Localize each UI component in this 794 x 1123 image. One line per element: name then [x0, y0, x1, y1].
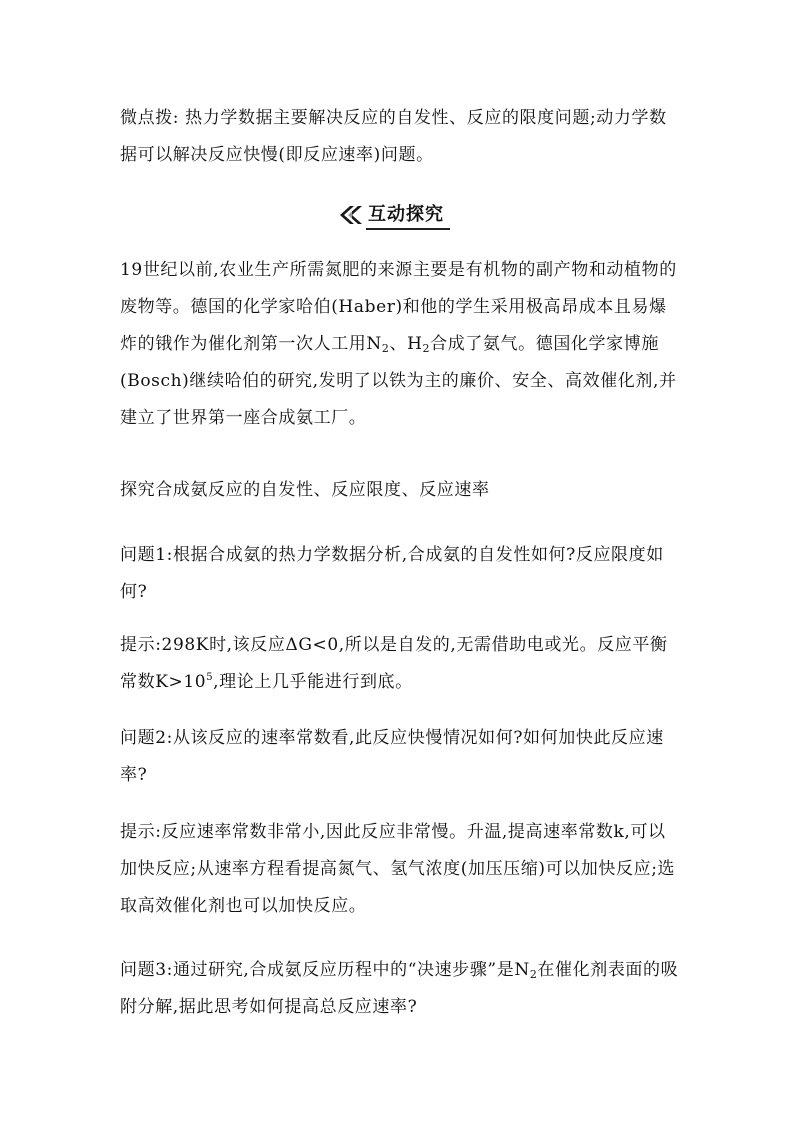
- question-3-text-2: 在催化剂表面的吸附分解,据此思考如何提高总反应速率?: [120, 960, 679, 1017]
- explore-title: 合成氨反应的自发性、反应限度、反应速率: [155, 480, 490, 500]
- answer-1: [120, 627, 680, 701]
- tip-text: 热力学数据主要解决反应的自发性、反应的限度问题;动力学数据可以解决反应快慢(即反应速率)问题。: [120, 108, 667, 165]
- intro-subscript-1: 2: [381, 342, 390, 355]
- question-3-text-1: 问题3:通过研究,合成氨反应历程中的“决速步骤”是N: [120, 960, 530, 980]
- answer-1-superscript: 5: [206, 672, 214, 683]
- question-3-subscript: 2: [529, 968, 538, 981]
- answer-2: [120, 814, 680, 925]
- double-chevron-icon: [338, 204, 364, 226]
- section-heading: [338, 200, 450, 230]
- answer-1-text-2: ,理论上几乎能进行到底。: [213, 672, 413, 692]
- answer-1-text-1: 提示:298K时,该反应ΔG<0,所以是自发的,无需借助电或光。反应平衡常数K>10: [120, 635, 668, 692]
- explore-label: 探究: [120, 480, 156, 500]
- tip-paragraph: [120, 100, 680, 174]
- answer-2-text: 提示:反应速率常数非常小,因此反应非常慢。升温,提高速率常数k,可以加快反应;从速率方程看提高氮气、氢气浓度(加压压缩)可以加快反应;选取高效催化剂也可以加快反应。: [120, 822, 676, 916]
- intro-subscript-2: 2: [422, 342, 431, 355]
- intro-text-3: 合成了氨气。德国化学家博施(Bosch)继续哈伯的研究,发明了以铁为主的廉价、安全、高效催化剂,并建立了世界第一座合成氨工厂。: [120, 334, 677, 428]
- question-1-text: 问题1:根据合成氨的热力学数据分析,合成氨的自发性如何?反应限度如何?: [120, 545, 664, 602]
- question-2-text: 问题2:从该反应的速率常数看,此反应快慢情况如何?如何加快此反应速率?: [120, 728, 664, 785]
- intro-text-1: 19世纪以前,农业生产所需氮肥的来源主要是有机物的副产物和动植物的废物等。德国的化学家哈伯(Haber)和他的学生采用极高昂成本且易爆炸的锇作为催化剂第一次人工用N: [120, 260, 677, 354]
- intro-paragraph: [120, 252, 680, 437]
- question-1: [120, 537, 680, 611]
- question-2: [120, 720, 680, 794]
- explore-heading: [120, 472, 680, 509]
- intro-text-2: 、H: [389, 334, 423, 354]
- question-3: [120, 952, 680, 1026]
- section-title: 互动探究: [366, 200, 450, 230]
- tip-label: 微点拨:: [120, 108, 180, 128]
